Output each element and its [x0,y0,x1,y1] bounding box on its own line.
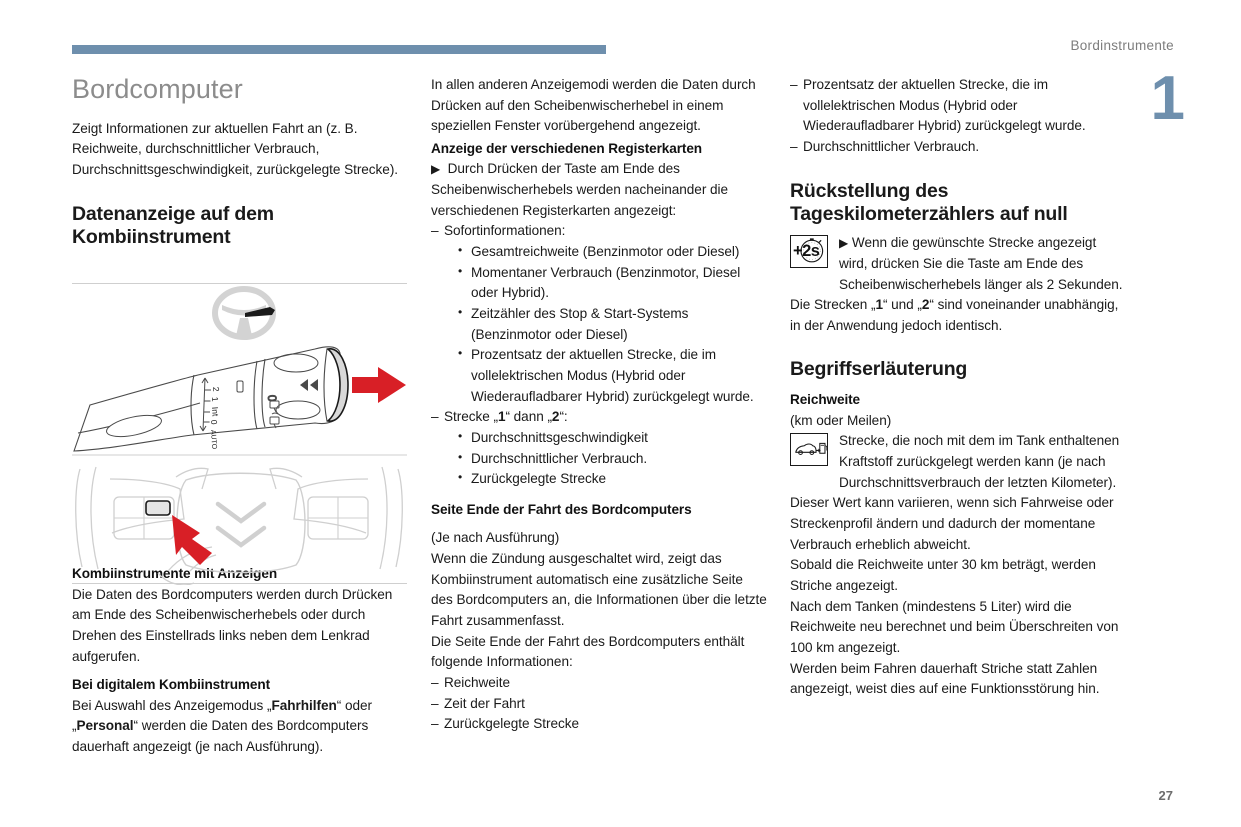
header-chapter-title: Bordinstrumente [1070,38,1174,53]
page-number: 27 [1158,788,1173,803]
trip-reset-instruction-block [790,233,1124,295]
range-unit: (km oder Meilen) [790,412,892,428]
body-gauges: Die Daten des Bordcomputers werden durch Drücken am Ende des Scheibenwischerhebels oder durch Drehen des Einstellrads links neben dem Lenkrad aufgerufen. [72,586,393,664]
range-definition-block [790,431,1124,493]
section-heading-trip-reset: Rückstellung des Tageskilometerzählers auf null [790,179,1068,226]
section-heading-data-display: Datenanzeige auf dem Kombiinstrument [72,202,274,249]
mode-personal: Personal [76,718,134,734]
header-accent-rule [72,45,606,54]
mode-fahrhilfen: Fahrhilfen [271,697,337,713]
reset-body-post: “ sind voneinander unabhängig, in der Anwendung jedoch identisch. [790,297,1119,333]
range-body-1: Dieser Wert kann variieren, wenn sich Fahrweise oder Streckenprofil ändern und dadurch der momentane Verbrauch erheblich abweicht. [790,495,1114,552]
list-item: • Momentaner Verbrauch (Benzinmotor, Diesel oder Hybrid). [458,263,767,304]
trip-reset-body [790,295,1124,336]
svg-text:2: 2 [211,386,222,392]
stopwatch-plus-2s-icon [790,235,828,268]
subheading-digital-cluster: Bei digitalem Kombiinstrument [72,677,271,693]
red-arrow-stalk-button [352,367,406,403]
trip-sublist [444,428,767,490]
chapter-number-marker: 1 [1150,64,1184,133]
reset-trip-2: 2 [921,297,930,313]
list-item: – Zeit der Fahrt [431,694,767,715]
end-of-trip-body-2: Die Seite Ende der Fahrt des Bordcomputers enthält folgende Informationen: [431,633,745,670]
wiper-stalk-and-steering-wheel-illustration [72,283,407,585]
reset-body-pre: Die Strecken „ [790,297,876,313]
range-definition-paragraph: Strecke, die noch mit dem im Tank enthaltenen Kraftstoff zurückgelegt werden kann (je nach Durchschnittsverbrauch der letzten Kilometer). [839,433,1120,490]
subheading-end-of-trip: Seite Ende der Fahrt des Bordcomputers [431,501,692,517]
right-top-list [790,75,1124,158]
right-column [790,75,1124,700]
middle-intro: In allen anderen Anzeigemodi werden die Daten durch Drücken auf den Scheibenwischerhebel in einem speziellen Fenster vorübergehend angezeigt. [431,77,756,134]
list-item: • Durchschnittsgeschwindigkeit [458,428,767,449]
intro-paragraph: Zeigt Informationen zur aktuellen Fahrt an (z. B. Reichweite, durchschnittlicher Verbrauch, Durchschnittsgeschwindigkeit, zurückgelegte Strecke). [72,120,399,177]
reset-trip-1: 1 [875,297,883,313]
svg-text:AUTO: AUTO [209,429,218,450]
tabs-list [431,221,767,490]
steering-wheel-icon [215,289,275,337]
citroen-chevron-logo [218,504,264,545]
trip-reset-arrow-text: Wenn die gewünschte Strecke angezeigt wird, drücken Sie die Taste am Ende des Scheibenwischerhebels länger als 2 Sekunden. [839,235,1123,292]
instruction-tabs [431,159,767,221]
range-definition-text [839,431,1124,493]
trip-label-1: 1 [497,409,506,425]
list-item-trip-1-2 [431,407,767,490]
subheading-gauges: Kombiinstrumente mit Anzeigen [72,566,278,582]
body-digital-part3: “ werden die Daten des Bordcomputers dauerhaft angezeigt (je nach Ausführung). [72,718,369,754]
car-fuel-pump-icon [790,433,828,466]
list-item: – Zurückgelegte Strecke [431,714,767,735]
end-of-trip-body: Wenn die Zündung ausgeschaltet wird, zeigt das Kombiinstrument automatisch eine zusätzliche Seite des Bordcomputers an, die Informationen über die letzte Fahrt zusammenfasst. [431,550,767,628]
steering-wheel-controls-drawing [76,467,403,585]
list-label-instant-info: Sofortinformationen: [444,223,566,239]
instant-info-sublist [444,242,767,407]
triangle-right-icon: ▶ [431,162,441,177]
svg-text:Int: Int [210,406,221,417]
end-of-trip-note: (Je nach Ausführung) [431,530,560,546]
end-of-trip-list [431,673,767,735]
middle-column [431,75,767,735]
reset-body-mid: “ und „ [882,297,922,313]
svg-text:0: 0 [265,394,280,402]
list-item: – Durchschnittlicher Verbrauch. [790,137,1124,158]
body-digital-cluster [72,696,407,758]
list-item-instant-info [431,221,767,407]
page-title: Bordcomputer [72,74,243,104]
range-body-4: Werden beim Fahren dauerhaft Striche statt Zahlen angezeigt, weist dies auf eine Funktionsstörung hin. [790,660,1100,697]
trip-reset-instruction-text [839,233,1124,295]
triangle-right-icon: ▶ [839,236,849,251]
red-arrow-trip-reset [172,515,212,565]
range-body-3: Nach dem Tanken (mindestens 5 Liter) wird die Reichweite neu berechnet und beim Überschreiten von 100 km angezeigt. [790,598,1119,655]
svg-text:1: 1 [210,396,221,402]
subheading-tabs-display: Anzeige der verschiedenen Registerkarten [431,140,703,156]
trip-reset-button-highlight [146,501,170,515]
trip-label-2: 2 [551,409,560,425]
trip-label-mid: “ dann „ [505,409,552,425]
list-item: • Zurückgelegte Strecke [458,469,767,490]
trip-label-pre: Strecke „ [444,409,498,425]
svg-text:0: 0 [209,419,220,425]
list-item: – Prozentsatz der aktuellen Strecke, die im vollelektrischen Modus (Hybrid oder Wiederaufladbarer Hybrid) zurückgelegt wurde. [790,75,1124,137]
trip-label-post: “: [559,409,568,425]
range-body-2: Sobald die Reichweite unter 30 km beträgt, werden Striche angezeigt. [790,557,1096,593]
body-digital-part2: “ oder „ [72,697,372,734]
instruction-tabs-text: Durch Drücken der Taste am Ende des Scheibenwischerhebels werden nacheinander die verschiedenen Registerkarten angezeigt: [431,161,729,218]
plus-2s-label: +2s [793,242,820,261]
list-item: – Reichweite [431,673,767,694]
list-item: • Zeitzähler des Stop & Start-Systems (Benzinmotor oder Diesel) [458,304,767,345]
subheading-range: Reichweite [790,392,861,408]
section-heading-terms: Begriffserläuterung [790,358,968,381]
body-digital-part1: Bei Auswahl des Anzeigemodus „ [72,697,272,713]
list-item: • Durchschnittlicher Verbrauch. [458,449,767,470]
list-item: • Prozentsatz der aktuellen Strecke, die im vollelektrischen Modus (Hybrid oder Wiederaufladbarer Hybrid) zurückgelegt wurde. [458,345,767,407]
list-item: • Gesamtreichweite (Benzinmotor oder Diesel) [458,242,767,263]
